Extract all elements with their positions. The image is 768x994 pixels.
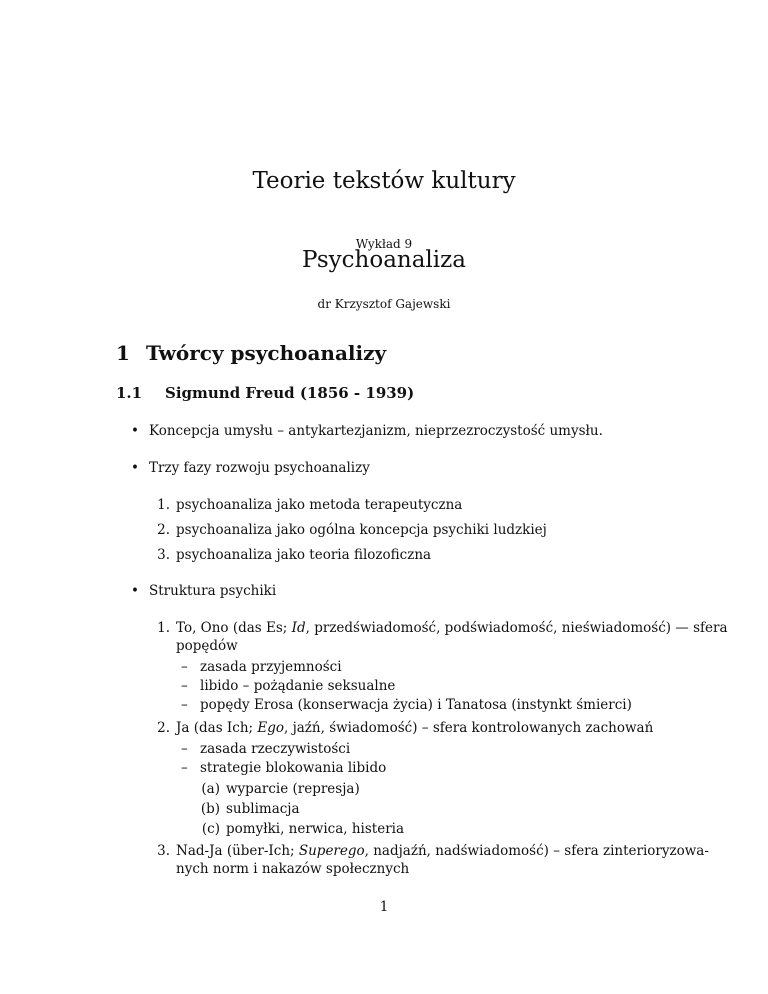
bullet-item: Trzy fazy rozwoju psychoanalizy <box>149 460 370 476</box>
subsection-heading <box>116 383 414 403</box>
subsection-title: Sigmund Freud (1856 - 1939) <box>165 384 415 402</box>
dash-item: zasada przyjemności <box>200 659 342 675</box>
list-item: psychoanaliza jako ogólna koncepcja psychiki ludzkiej <box>176 522 547 538</box>
sublist-item: pomyłki, nerwica, histeria <box>226 821 405 837</box>
dash-icon: – <box>181 760 188 776</box>
bullet-item: Koncepcja umysłu – antykartezjanizm, nieprzezroczystość umysłu. <box>149 423 603 439</box>
emphasis-term: Id <box>291 620 306 636</box>
text-segment: Ja (das Ich; <box>176 720 258 736</box>
list-item: psychoanaliza jako metoda terapeutyczna <box>176 497 463 513</box>
subsection-number: 1.1 <box>116 384 143 402</box>
emphasis-term: Ego <box>257 720 284 736</box>
dash-item: zasada rzeczywistości <box>200 741 351 757</box>
bullet-icon: • <box>131 423 139 439</box>
bullet-item: Struktura psychiki <box>149 583 277 599</box>
author-name: dr Krzysztof Gajewski <box>317 297 451 311</box>
sublist-letter: (b) <box>200 801 220 817</box>
dash-icon: – <box>181 678 188 694</box>
text-segment: , nadjaźń, nadświadomość) – sfera zinterioryzowa- <box>364 843 709 859</box>
text-segment: , jaźń, świadomość) – sfera kontrolowanych zachowań <box>283 720 654 736</box>
section-title: Twórcy psychoanalizy <box>146 341 387 365</box>
section-number: 1 <box>116 341 130 365</box>
dash-icon: – <box>181 697 188 713</box>
bullet-icon: • <box>131 583 139 599</box>
dash-item: popędy Erosa (konserwacja życia) i Tanatosa (instynkt śmierci) <box>200 697 632 713</box>
dash-item: libido – pożądanie seksualne <box>200 678 396 694</box>
sublist-item: sublimacja <box>226 801 300 817</box>
emphasis-term: Superego <box>298 843 365 859</box>
bullet-icon: • <box>131 460 139 476</box>
text-segment: To, Ono (das Es; <box>176 620 292 636</box>
page-number: 1 <box>379 899 389 915</box>
list-number: 3. <box>157 547 170 563</box>
list-item-continuation: nych norm i nakazów społecznych <box>176 861 410 877</box>
list-item-continuation: popędów <box>176 638 238 654</box>
dash-item: strategie blokowania libido <box>200 760 387 776</box>
list-item <box>176 619 728 637</box>
document-title: Teorie tekstów kultury <box>252 168 516 194</box>
dash-icon: – <box>181 659 188 675</box>
list-number: 1. <box>157 497 170 513</box>
list-item <box>176 842 709 860</box>
dash-icon: – <box>181 741 188 757</box>
sublist-item: wyparcie (represja) <box>226 781 360 797</box>
lecture-label: Wykład 9 <box>355 237 413 251</box>
text-segment: , przedświadomość, podświadomość, nieświadomość) — sfera <box>305 620 728 636</box>
document-subtitle: Psychoanaliza <box>302 247 466 273</box>
list-number: 1. <box>157 620 170 636</box>
sublist-letter: (a) <box>201 781 220 797</box>
list-number: 3. <box>157 843 170 859</box>
list-number: 2. <box>157 522 170 538</box>
list-item <box>176 719 653 737</box>
text-segment: Nad-Ja (über-Ich; <box>176 843 299 859</box>
sublist-letter: (c) <box>201 821 220 837</box>
list-item: psychoanaliza jako teoria filozoficzna <box>176 547 432 563</box>
section-heading <box>116 340 386 366</box>
list-number: 2. <box>157 720 170 736</box>
